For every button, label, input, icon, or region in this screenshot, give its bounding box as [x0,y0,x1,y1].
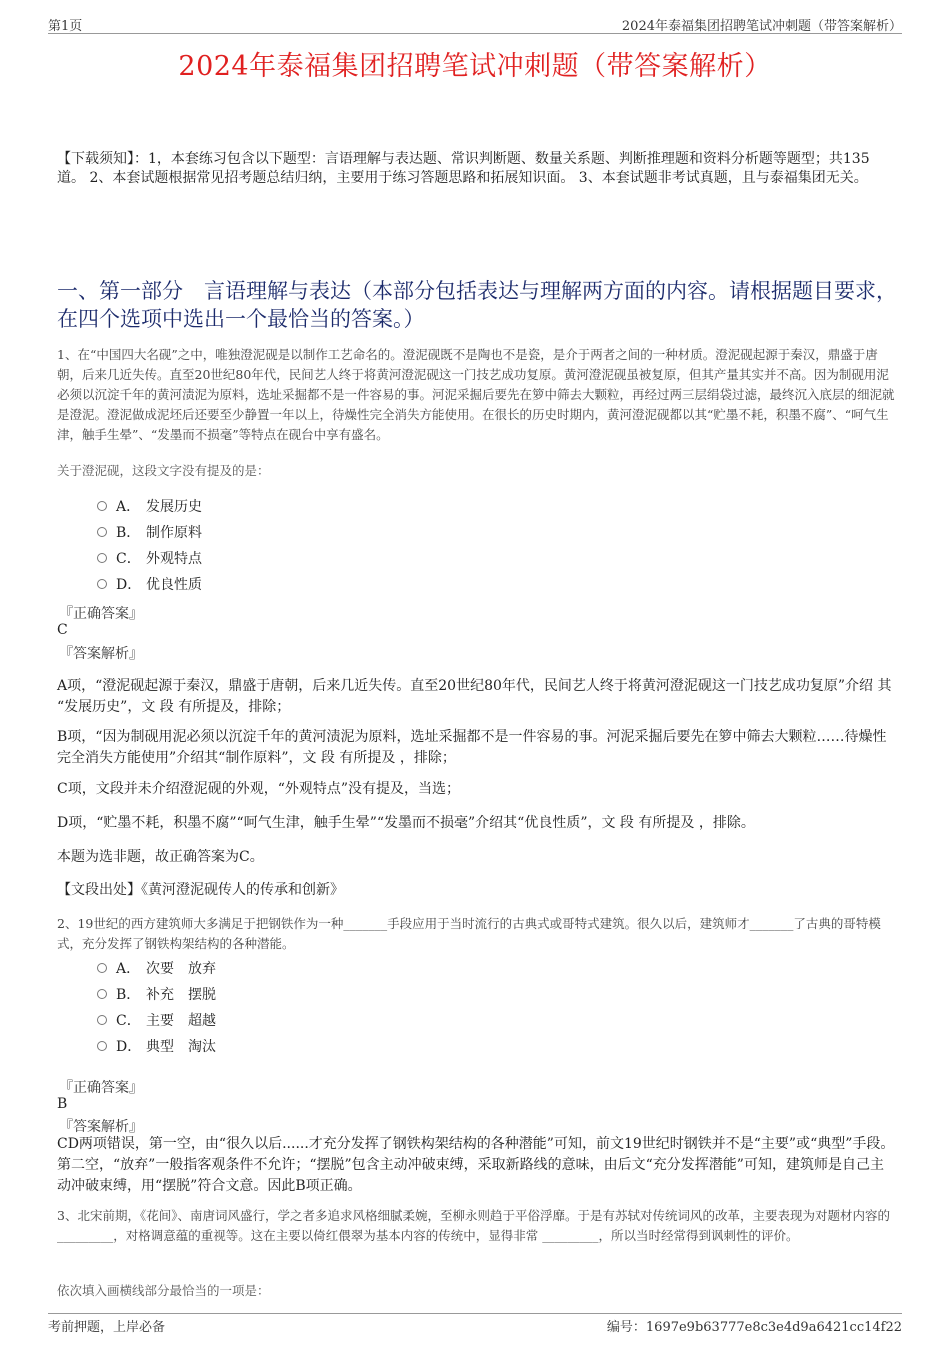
radio-icon[interactable] [97,501,107,511]
option-text: 优良性质 [146,577,202,593]
q1-option-b[interactable] [97,522,202,542]
q1-source: 【文段出处】《黄河澄泥砚传人的传承和创新》 [57,882,344,898]
question-3-text: 3、北宋前期，《花间》、南唐词风盛行，学之者多追求风格细腻柔婉，至柳永则趋于平俗浮靡。于是有苏轼对传统词风的改革，主要表现为对题材内容的 _________，对格调意蕴的重视等。这在主要以倚红偎翠为基本内容的传统中，显得非常 _________，所以当时经常得到讽刺性的评价。 [57,1208,890,1243]
question-3-prompt: 依次填入画横线部分最恰当的一项是： [57,1283,270,1298]
radio-icon[interactable] [97,1015,107,1025]
radio-icon[interactable] [97,527,107,537]
q1-option-a[interactable] [97,496,202,516]
document-title: 2024年泰福集团招聘笔试冲刺题（带答案解析） [178,51,772,82]
option-text: 主要 超越 [146,1013,216,1029]
analysis-label: 『答案解析』 [59,1119,143,1135]
radio-icon[interactable] [97,963,107,973]
option-text: 发展历史 [146,499,202,515]
header-doc-title: 2024年泰福集团招聘笔试冲刺题（带答案解析） [621,19,902,34]
q1-analysis-d: D项，“贮墨不耗，积墨不腐”“呵气生津，触手生晕”“发墨而不损毫”介绍其“优良性质”，文 段 有所提及 ，排除。 [57,815,755,831]
q1-analysis-b: B项，“因为制砚用泥必须以沉淀千年的黄河渍泥为原料，选址采掘都不是一件容易的事。河泥采掘后要先在箩中筛去大颗粒……待燥性完全消失方能使用”介绍其“制作原料”，文 段 有所提及 ，排除； [57,729,887,766]
question-2-text: 2、19世纪的西方建筑师大多满足于把钢铁作为一种_______手段应用于当时流行的古典式或哥特式建筑。很久以后，建筑师才_______了古典的哥特模式，充分发挥了钢铁构架结构的各种潜能。 [57,916,881,951]
download-notice: 【下载须知】：1，本套练习包含以下题型：言语理解与表达题、常识判断题、数量关系题、判断推理题和资料分析题等题型；共135道。 2、本套试题根据常见招考题总结归纳，主要用于练习答题思路和拓展知识面。 3、本套试题非考试真题，且与泰福集团无关。 [57,151,870,186]
correct-answer-label: 『正确答案』 [59,606,143,622]
option-letter: A． [116,961,141,977]
option-letter: B． [116,987,141,1003]
radio-icon[interactable] [97,1041,107,1051]
analysis-label: 『答案解析』 [59,646,143,662]
option-letter: B． [116,525,141,541]
page-number: 第1页 [48,19,83,34]
footer-slogan: 考前押题，上岸必备 [48,1320,166,1335]
option-letter: A． [116,499,141,515]
q2-option-d[interactable] [97,1036,216,1056]
radio-icon[interactable] [97,579,107,589]
radio-icon[interactable] [97,553,107,563]
q1-analysis-a: A项，“澄泥砚起源于秦汉，鼎盛于唐朝，后来几近失传。直至20世纪80年代，民间艺人终于将黄河澄泥砚这一门技艺成功复原”介绍 其 “发展历史”，文 段 有所提及，排除； [57,678,892,715]
question-1-prompt: 关于澄泥砚，这段文字没有提及的是： [57,463,270,478]
question-1-text: 1、在“中国四大名砚”之中，唯独澄泥砚是以制作工艺命名的。澄泥砚既不是陶也不是瓷，是介于两者之间的一种材质。澄泥砚起源于秦汉，鼎盛于唐朝，后来几近失传。直至20世纪80年代，民间艺人终于将黄河澄泥砚这一门技艺成功复原。黄河澄泥砚虽被复原，但其产量其实并不高。因为制砚用泥必须以沉淀千年的黄河渍泥为原料，选址采掘都不是一件容易的事。河泥采掘后要先在箩中筛去大颗粒，再经过两三层绢袋过滤，最终沉入底层的细泥就是澄泥。澄泥做成泥坯后还要至少静置一年以上，待燥性完全消失方能使用。在很长的历史时期内，黄河澄泥砚都以其“贮墨不耗，积墨不腐”、“呵气生津，触手生晕”、“发墨而不损毫”等特点在砚台中享有盛名。 [57,347,895,442]
footer-code: 编号：1697e9b63777e8c3e4d9a6421cc14f22 [606,1320,902,1335]
correct-answer-label: 『正确答案』 [59,1080,143,1096]
q1-conclusion: 本题为选非题，故正确答案为C。 [57,849,264,865]
q1-analysis-c: C项，文段并未介绍澄泥砚的外观，“外观特点”没有提及，当选； [57,781,461,797]
option-text: 制作原料 [146,525,202,541]
q2-option-c[interactable] [97,1010,216,1030]
radio-icon[interactable] [97,989,107,999]
option-letter: C． [116,551,141,567]
page-header [48,13,902,34]
q2-analysis: CD两项错误，第一空，由“很久以后......才充分发挥了钢铁构架结构的各种潜能”可知，前文19世纪时钢铁并不是“主要”或“典型”手段。第二空，“放弃”一般指客观条件不允许；“摆脱”包含主动冲破束缚，采取新路线的意味，由后文“充分发挥潜能”可知，建筑师是自己主动冲破束缚，用“摆脱”符合文意。因此B项正确。 [57,1136,895,1194]
q2-answer: B [57,1096,68,1112]
option-letter: D． [116,1039,142,1055]
option-text: 外观特点 [146,551,202,567]
section-heading: 一、第一部分 言语理解与表达（本部分包括表达与理解两方面的内容。请根据题目要求，在四个选项中选出一个最恰当的答案。） [57,279,897,331]
q2-option-a[interactable] [97,958,216,978]
q2-option-b[interactable] [97,984,216,1004]
option-letter: D． [116,577,142,593]
option-text: 补充 摆脱 [146,987,216,1003]
option-letter: C． [116,1013,141,1029]
q1-option-c[interactable] [97,548,202,568]
option-text: 次要 放弃 [146,961,216,977]
q1-answer: C [57,622,68,638]
q1-option-d[interactable] [97,574,202,594]
option-text: 典型 淘汰 [146,1039,216,1055]
page-footer [48,1313,902,1334]
